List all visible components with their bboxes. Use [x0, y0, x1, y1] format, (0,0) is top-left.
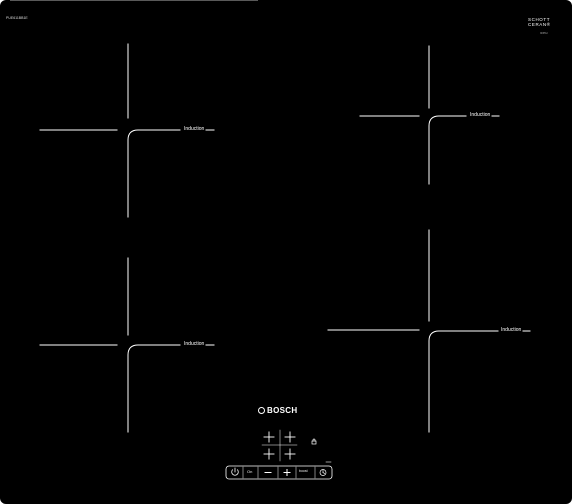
- on-button[interactable]: On: [247, 469, 253, 474]
- model-code: PUE611BB1E: [6, 16, 28, 20]
- schott-line1: SCHOTT: [528, 17, 551, 22]
- zone-front-right[interactable]: [328, 230, 530, 432]
- control-strip: [226, 466, 332, 479]
- zone-label-rear-left: Induction: [184, 126, 205, 132]
- clock-icon[interactable]: [320, 470, 326, 476]
- brand-name: BOSCH: [267, 406, 298, 415]
- lock-icon[interactable]: [312, 439, 316, 444]
- boost-button[interactable]: boost: [299, 469, 308, 473]
- zone-label-front-left: Induction: [184, 341, 205, 347]
- zone-label-rear-right: Induction: [470, 112, 491, 118]
- power-icon[interactable]: [232, 468, 239, 475]
- schott-line2: CERAN®: [528, 22, 551, 27]
- bosch-armature-icon: [258, 407, 265, 414]
- zone-label-front-right: Induction: [501, 327, 522, 333]
- zone-selector-pad[interactable]: [262, 430, 297, 461]
- bosch-logo: [258, 407, 297, 415]
- schott-ceran-logo: [528, 17, 551, 27]
- schott-sub-label: ЗОНЫ: [540, 32, 548, 35]
- plus-button[interactable]: [284, 470, 290, 476]
